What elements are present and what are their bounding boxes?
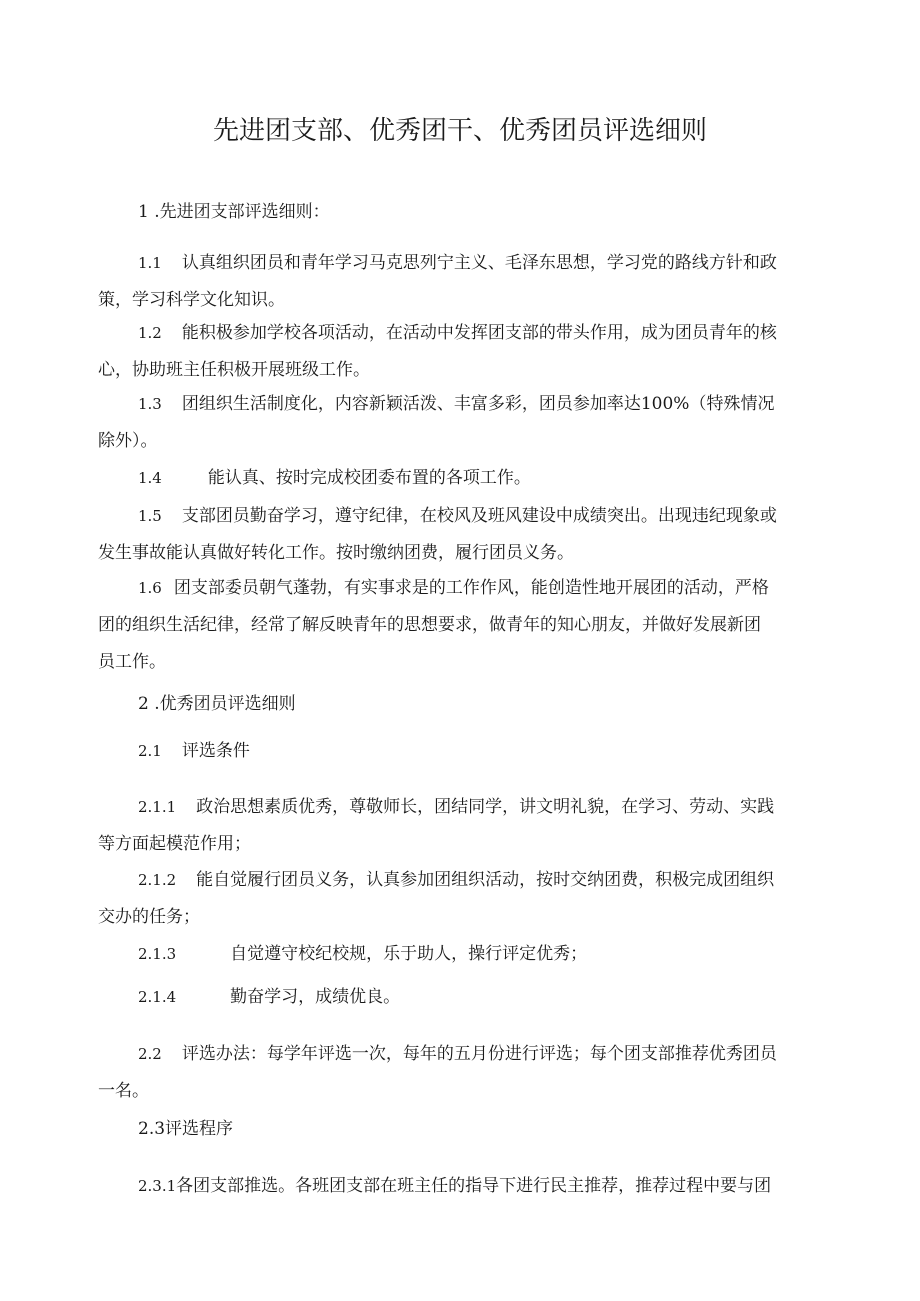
paragraph-1-3 bbox=[98, 386, 826, 460]
item-text-line: 认真组织团员和青年学习马克思列宁主义、毛泽东思想，学习党的路线方针和政 bbox=[181, 253, 777, 273]
item-text-line: 交办的任务； bbox=[98, 907, 200, 927]
item-text-line: 员工作。 bbox=[98, 652, 166, 672]
item-number: 1.6 bbox=[138, 579, 162, 597]
paragraph-2-1-1 bbox=[98, 789, 826, 863]
item-text-line: 自觉遵守校纪校规，乐于助人，操行评定优秀； bbox=[230, 944, 588, 964]
item-text-line: 除外）。 bbox=[98, 431, 158, 451]
item-number: 1.3 bbox=[138, 395, 162, 413]
item-text-line: 发生事故能认真做好转化工作。按时缴纳团费，履行团员义务。 bbox=[98, 543, 574, 563]
paragraph-2-3-1 bbox=[98, 1168, 826, 1205]
item-text-line: 能认真、按时完成校团委布置的各项工作。 bbox=[207, 468, 531, 488]
section-2-heading bbox=[98, 686, 826, 723]
paragraph-2-1-3 bbox=[98, 936, 826, 973]
item-text-line: 各团支部推选。各班团支部在班主任的指导下进行民主推荐，推荐过程中要与团 bbox=[176, 1176, 772, 1196]
item-text-line: 团组织生活制度化，内容新颖活泼、丰富多彩，团员参加率达100%（特殊情况 bbox=[181, 394, 775, 414]
item-number: 1.2 bbox=[138, 324, 162, 342]
subsection-title: 评选条件 bbox=[181, 741, 250, 761]
item-text-line: 团支部委员朝气蓬勃，有实事求是的工作作风，能创造性地开展团的活动，严格 bbox=[173, 578, 769, 598]
item-number: 1.1 bbox=[138, 254, 162, 272]
item-text-line: 等方面起模范作用； bbox=[98, 834, 251, 854]
paragraph-1-6 bbox=[98, 570, 826, 681]
item-number: 2.3.1 bbox=[138, 1177, 177, 1195]
subsection-2-1 bbox=[98, 733, 826, 770]
paragraph-1-1 bbox=[98, 245, 826, 319]
item-text-line: 勤奋学习，成绩优良。 bbox=[230, 987, 401, 1007]
paragraph-1-4 bbox=[98, 460, 826, 497]
item-text-line: 团的组织生活纪律，经常了解反映青年的思想要求，做青年的知心朋友，并做好发展新团 bbox=[98, 615, 761, 635]
subsection-2-3 bbox=[98, 1111, 826, 1148]
item-number: 1.4 bbox=[138, 469, 162, 487]
item-number: 2.1.3 bbox=[138, 945, 177, 963]
item-text-line: 策，学习科学文化知识。 bbox=[98, 290, 285, 310]
item-number: 2.1 bbox=[138, 742, 162, 760]
item-number: 2.2 bbox=[138, 1045, 162, 1063]
paragraph-2-1-2 bbox=[98, 862, 826, 936]
paragraph-1-2 bbox=[98, 315, 826, 389]
item-text-line: 评选办法：每学年评选一次，每年的五月份进行评选；每个团支部推荐优秀团员 bbox=[181, 1044, 777, 1064]
item-text-line: 心，协助班主任积极开展班级工作。 bbox=[98, 360, 370, 380]
item-number: 2.1.1 bbox=[138, 798, 177, 816]
item-number: 2.1.4 bbox=[138, 988, 177, 1006]
section-1-heading bbox=[98, 194, 826, 231]
item-text-line: 政治思想素质优秀，尊敬师长，团结同学，讲文明礼貌，在学习、劳动、实践 bbox=[196, 797, 775, 817]
item-number: 2.1.2 bbox=[138, 871, 177, 889]
item-text-line: 能自觉履行团员义务，认真参加团组织活动，按时交纳团费，积极完成团组织 bbox=[196, 870, 775, 890]
item-text-line: 能积极参加学校各项活动，在活动中发挥团支部的带头作用，成为团员青年的核 bbox=[181, 323, 777, 343]
section-1-heading-text: 1 .先进团支部评选细则： bbox=[138, 202, 330, 222]
paragraph-1-5 bbox=[98, 498, 826, 572]
item-text-line: 支部团员勤奋学习，遵守纪律，在校风及班风建设中成绩突出。出现违纪现象或 bbox=[181, 506, 777, 526]
item-number: 1.5 bbox=[138, 507, 162, 525]
subsection-title: 2.3评选程序 bbox=[138, 1119, 234, 1139]
section-2-heading-text: 2 .优秀团员评选细则 bbox=[138, 694, 296, 714]
page-title: 先进团支部、优秀团干、优秀团员评选细则 bbox=[212, 116, 707, 146]
paragraph-2-2 bbox=[98, 1036, 826, 1110]
item-text-line: 一名。 bbox=[98, 1081, 149, 1101]
paragraph-2-1-4 bbox=[98, 979, 826, 1016]
